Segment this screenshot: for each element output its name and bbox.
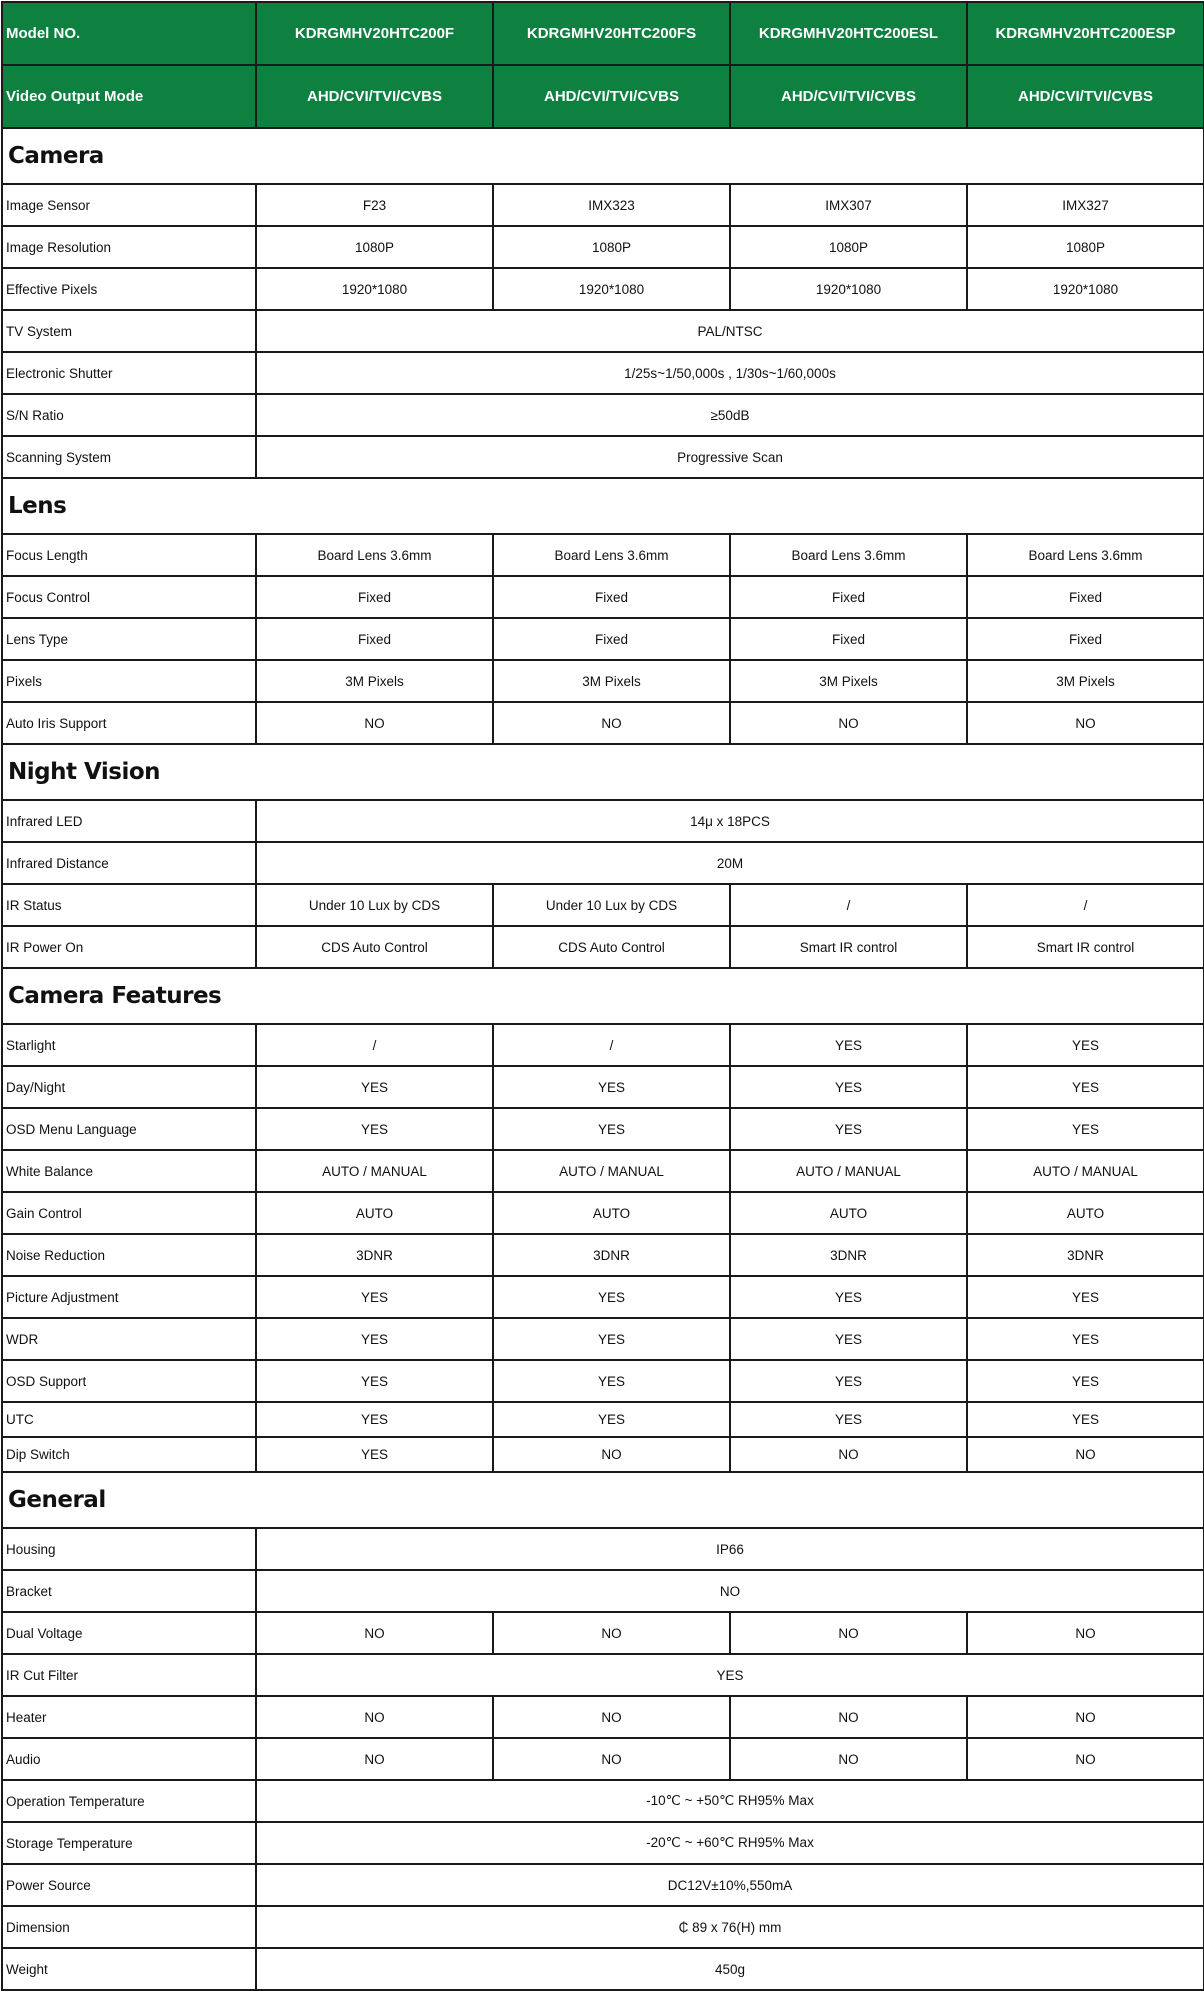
row-label: TV System [2,310,256,352]
value-cell: YES [256,1360,493,1402]
value-cell: Under 10 Lux by CDS [493,884,730,926]
spec-row-image-sensor [2,184,1204,226]
spec-row-s-n-ratio [2,394,1204,436]
section-lens [2,478,1204,534]
value-cell: Fixed [493,618,730,660]
merged-value-cell: 14μ x 18PCS [256,800,1204,842]
value-cell: 3M Pixels [493,660,730,702]
value-cell: YES [256,1276,493,1318]
spec-row-tv-system [2,310,1204,352]
row-label: Focus Control [2,576,256,618]
row-label: Heater [2,1696,256,1738]
row-label: Dimension [2,1906,256,1948]
row-label: Bracket [2,1570,256,1612]
value-cell: Fixed [967,576,1204,618]
row-label: Infrared LED [2,800,256,842]
spec-row-operation-temperature [2,1780,1204,1822]
section-title: Camera Features [2,968,1204,1024]
value-cell: 3M Pixels [967,660,1204,702]
row-label: Model NO. [2,2,256,65]
value-cell: YES [730,1276,967,1318]
merged-value-cell: -20℃ ~ +60℃ RH95% Max [256,1822,1204,1864]
value-cell: AHD/CVI/TVI/CVBS [730,65,967,128]
merged-value-cell: Progressive Scan [256,436,1204,478]
merged-value-cell: -10℃ ~ +50℃ RH95% Max [256,1780,1204,1822]
value-cell: AHD/CVI/TVI/CVBS [493,65,730,128]
value-cell: F23 [256,184,493,226]
value-cell: NO [967,702,1204,744]
row-label: Dual Voltage [2,1612,256,1654]
value-cell: NO [493,702,730,744]
value-cell: Board Lens 3.6mm [256,534,493,576]
section-title: Night Vision [2,744,1204,800]
spec-row-ir-status [2,884,1204,926]
value-cell: YES [730,1402,967,1437]
spec-row-osd-menu-language [2,1108,1204,1150]
spec-row-ir-power-on [2,926,1204,968]
value-cell: AUTO [967,1192,1204,1234]
value-cell: AUTO [730,1192,967,1234]
spec-row-pixels [2,660,1204,702]
merged-value-cell: NO [256,1570,1204,1612]
value-cell: YES [256,1318,493,1360]
spec-row-bracket [2,1570,1204,1612]
row-label: Day/Night [2,1066,256,1108]
value-cell: NO [730,1696,967,1738]
value-cell: 1920*1080 [256,268,493,310]
spec-row-focus-control [2,576,1204,618]
value-cell: / [730,884,967,926]
row-label: UTC [2,1402,256,1437]
value-cell: YES [493,1318,730,1360]
value-cell: KDRGMHV20HTC200FS [493,2,730,65]
row-label: Infrared Distance [2,842,256,884]
value-cell: YES [730,1360,967,1402]
value-cell: 1920*1080 [967,268,1204,310]
row-label: IR Status [2,884,256,926]
value-cell: Fixed [256,618,493,660]
header-row-model-no [2,2,1204,65]
spec-row-weight [2,1948,1204,1990]
value-cell: Board Lens 3.6mm [967,534,1204,576]
value-cell: YES [730,1024,967,1066]
value-cell: 3DNR [493,1234,730,1276]
spec-row-electronic-shutter [2,352,1204,394]
value-cell: NO [730,1612,967,1654]
value-cell: YES [967,1066,1204,1108]
section-title: Camera [2,128,1204,184]
spec-row-noise-reduction [2,1234,1204,1276]
merged-value-cell: 1/25s~1/50,000s , 1/30s~1/60,000s [256,352,1204,394]
row-label: OSD Support [2,1360,256,1402]
spec-row-infrared-distance [2,842,1204,884]
row-label: Focus Length [2,534,256,576]
value-cell: YES [730,1318,967,1360]
section-general [2,1472,1204,1528]
spec-row-storage-temperature [2,1822,1204,1864]
row-label: IR Power On [2,926,256,968]
merged-value-cell: ≥50dB [256,394,1204,436]
section-title: General [2,1472,1204,1528]
row-label: Lens Type [2,618,256,660]
value-cell: Board Lens 3.6mm [493,534,730,576]
value-cell: NO [967,1696,1204,1738]
row-label: S/N Ratio [2,394,256,436]
merged-value-cell: ₵ 89 x 76(H) mm [256,1906,1204,1948]
value-cell: YES [256,1402,493,1437]
merged-value-cell: DC12V±10%,550mA [256,1864,1204,1906]
value-cell: Fixed [967,618,1204,660]
spec-row-dimension [2,1906,1204,1948]
row-label: Operation Temperature [2,1780,256,1822]
spec-row-housing [2,1528,1204,1570]
value-cell: YES [967,1318,1204,1360]
value-cell: Fixed [730,618,967,660]
value-cell: NO [256,1612,493,1654]
value-cell: NO [493,1696,730,1738]
value-cell: IMX307 [730,184,967,226]
row-label: Power Source [2,1864,256,1906]
value-cell: 3DNR [256,1234,493,1276]
value-cell: 3M Pixels [256,660,493,702]
value-cell: NO [256,702,493,744]
value-cell: 3M Pixels [730,660,967,702]
spec-row-gain-control [2,1192,1204,1234]
value-cell: AUTO / MANUAL [256,1150,493,1192]
spec-row-utc [2,1402,1204,1437]
merged-value-cell: IP66 [256,1528,1204,1570]
row-label: OSD Menu Language [2,1108,256,1150]
value-cell: NO [256,1738,493,1780]
spec-row-image-resolution [2,226,1204,268]
spec-row-osd-support [2,1360,1204,1402]
row-label: Effective Pixels [2,268,256,310]
value-cell: Smart IR control [967,926,1204,968]
spec-row-ir-cut-filter [2,1654,1204,1696]
value-cell: AUTO / MANUAL [967,1150,1204,1192]
spec-table [1,1,1204,1991]
value-cell: NO [493,1437,730,1472]
value-cell: YES [256,1066,493,1108]
row-label: Noise Reduction [2,1234,256,1276]
value-cell: YES [967,1402,1204,1437]
spec-row-day-night [2,1066,1204,1108]
value-cell: YES [493,1276,730,1318]
row-label: Scanning System [2,436,256,478]
merged-value-cell: 20M [256,842,1204,884]
row-label: Image Resolution [2,226,256,268]
value-cell: 3DNR [730,1234,967,1276]
row-label: Gain Control [2,1192,256,1234]
row-label: Audio [2,1738,256,1780]
value-cell: YES [493,1108,730,1150]
value-cell: NO [730,1738,967,1780]
value-cell: Board Lens 3.6mm [730,534,967,576]
spec-row-scanning-system [2,436,1204,478]
row-label: Housing [2,1528,256,1570]
spec-row-lens-type [2,618,1204,660]
value-cell: IMX327 [967,184,1204,226]
value-cell: YES [493,1402,730,1437]
row-label: Auto Iris Support [2,702,256,744]
value-cell: Fixed [493,576,730,618]
value-cell: / [256,1024,493,1066]
value-cell: NO [256,1696,493,1738]
value-cell: YES [256,1437,493,1472]
row-label: Image Sensor [2,184,256,226]
value-cell: NO [967,1437,1204,1472]
section-title: Lens [2,478,1204,534]
spec-row-starlight [2,1024,1204,1066]
spec-row-dip-switch [2,1437,1204,1472]
row-label: Picture Adjustment [2,1276,256,1318]
value-cell: AHD/CVI/TVI/CVBS [967,65,1204,128]
value-cell: YES [256,1108,493,1150]
spec-row-white-balance [2,1150,1204,1192]
value-cell: KDRGMHV20HTC200ESP [967,2,1204,65]
value-cell: NO [730,702,967,744]
spec-row-focus-length [2,534,1204,576]
value-cell: YES [493,1360,730,1402]
row-label: Electronic Shutter [2,352,256,394]
value-cell: KDRGMHV20HTC200ESL [730,2,967,65]
value-cell: 3DNR [967,1234,1204,1276]
spec-row-audio [2,1738,1204,1780]
spec-row-auto-iris-support [2,702,1204,744]
value-cell: 1920*1080 [730,268,967,310]
section-camera [2,128,1204,184]
value-cell: Fixed [730,576,967,618]
value-cell: IMX323 [493,184,730,226]
value-cell: NO [967,1738,1204,1780]
row-label: Weight [2,1948,256,1990]
value-cell: YES [967,1108,1204,1150]
value-cell: NO [493,1612,730,1654]
value-cell: 1080P [730,226,967,268]
row-label: Dip Switch [2,1437,256,1472]
row-label: Starlight [2,1024,256,1066]
spec-row-dual-voltage [2,1612,1204,1654]
value-cell: 1080P [967,226,1204,268]
section-camera-features [2,968,1204,1024]
value-cell: YES [967,1360,1204,1402]
merged-value-cell: YES [256,1654,1204,1696]
merged-value-cell: 450g [256,1948,1204,1990]
value-cell: AUTO / MANUAL [493,1150,730,1192]
spec-row-effective-pixels [2,268,1204,310]
merged-value-cell: PAL/NTSC [256,310,1204,352]
value-cell: Fixed [256,576,493,618]
spec-row-power-source [2,1864,1204,1906]
value-cell: YES [730,1108,967,1150]
value-cell: KDRGMHV20HTC200F [256,2,493,65]
value-cell: AUTO [256,1192,493,1234]
value-cell: 1920*1080 [493,268,730,310]
value-cell: AHD/CVI/TVI/CVBS [256,65,493,128]
value-cell: AUTO / MANUAL [730,1150,967,1192]
value-cell: 1080P [493,226,730,268]
value-cell: YES [493,1066,730,1108]
row-label: Video Output Mode [2,65,256,128]
value-cell: YES [730,1066,967,1108]
section-night-vision [2,744,1204,800]
value-cell: Smart IR control [730,926,967,968]
value-cell: AUTO [493,1192,730,1234]
value-cell: NO [493,1738,730,1780]
value-cell: CDS Auto Control [256,926,493,968]
spec-row-heater [2,1696,1204,1738]
value-cell: YES [967,1024,1204,1066]
row-label: White Balance [2,1150,256,1192]
row-label: WDR [2,1318,256,1360]
value-cell: CDS Auto Control [493,926,730,968]
row-label: Pixels [2,660,256,702]
spec-row-wdr [2,1318,1204,1360]
spec-row-infrared-led [2,800,1204,842]
value-cell: YES [967,1276,1204,1318]
value-cell: NO [967,1612,1204,1654]
value-cell: / [967,884,1204,926]
value-cell: / [493,1024,730,1066]
spec-row-picture-adjustment [2,1276,1204,1318]
value-cell: 1080P [256,226,493,268]
row-label: Storage Temperature [2,1822,256,1864]
value-cell: NO [730,1437,967,1472]
header-row-video-output-mode [2,65,1204,128]
value-cell: Under 10 Lux by CDS [256,884,493,926]
row-label: IR Cut Filter [2,1654,256,1696]
